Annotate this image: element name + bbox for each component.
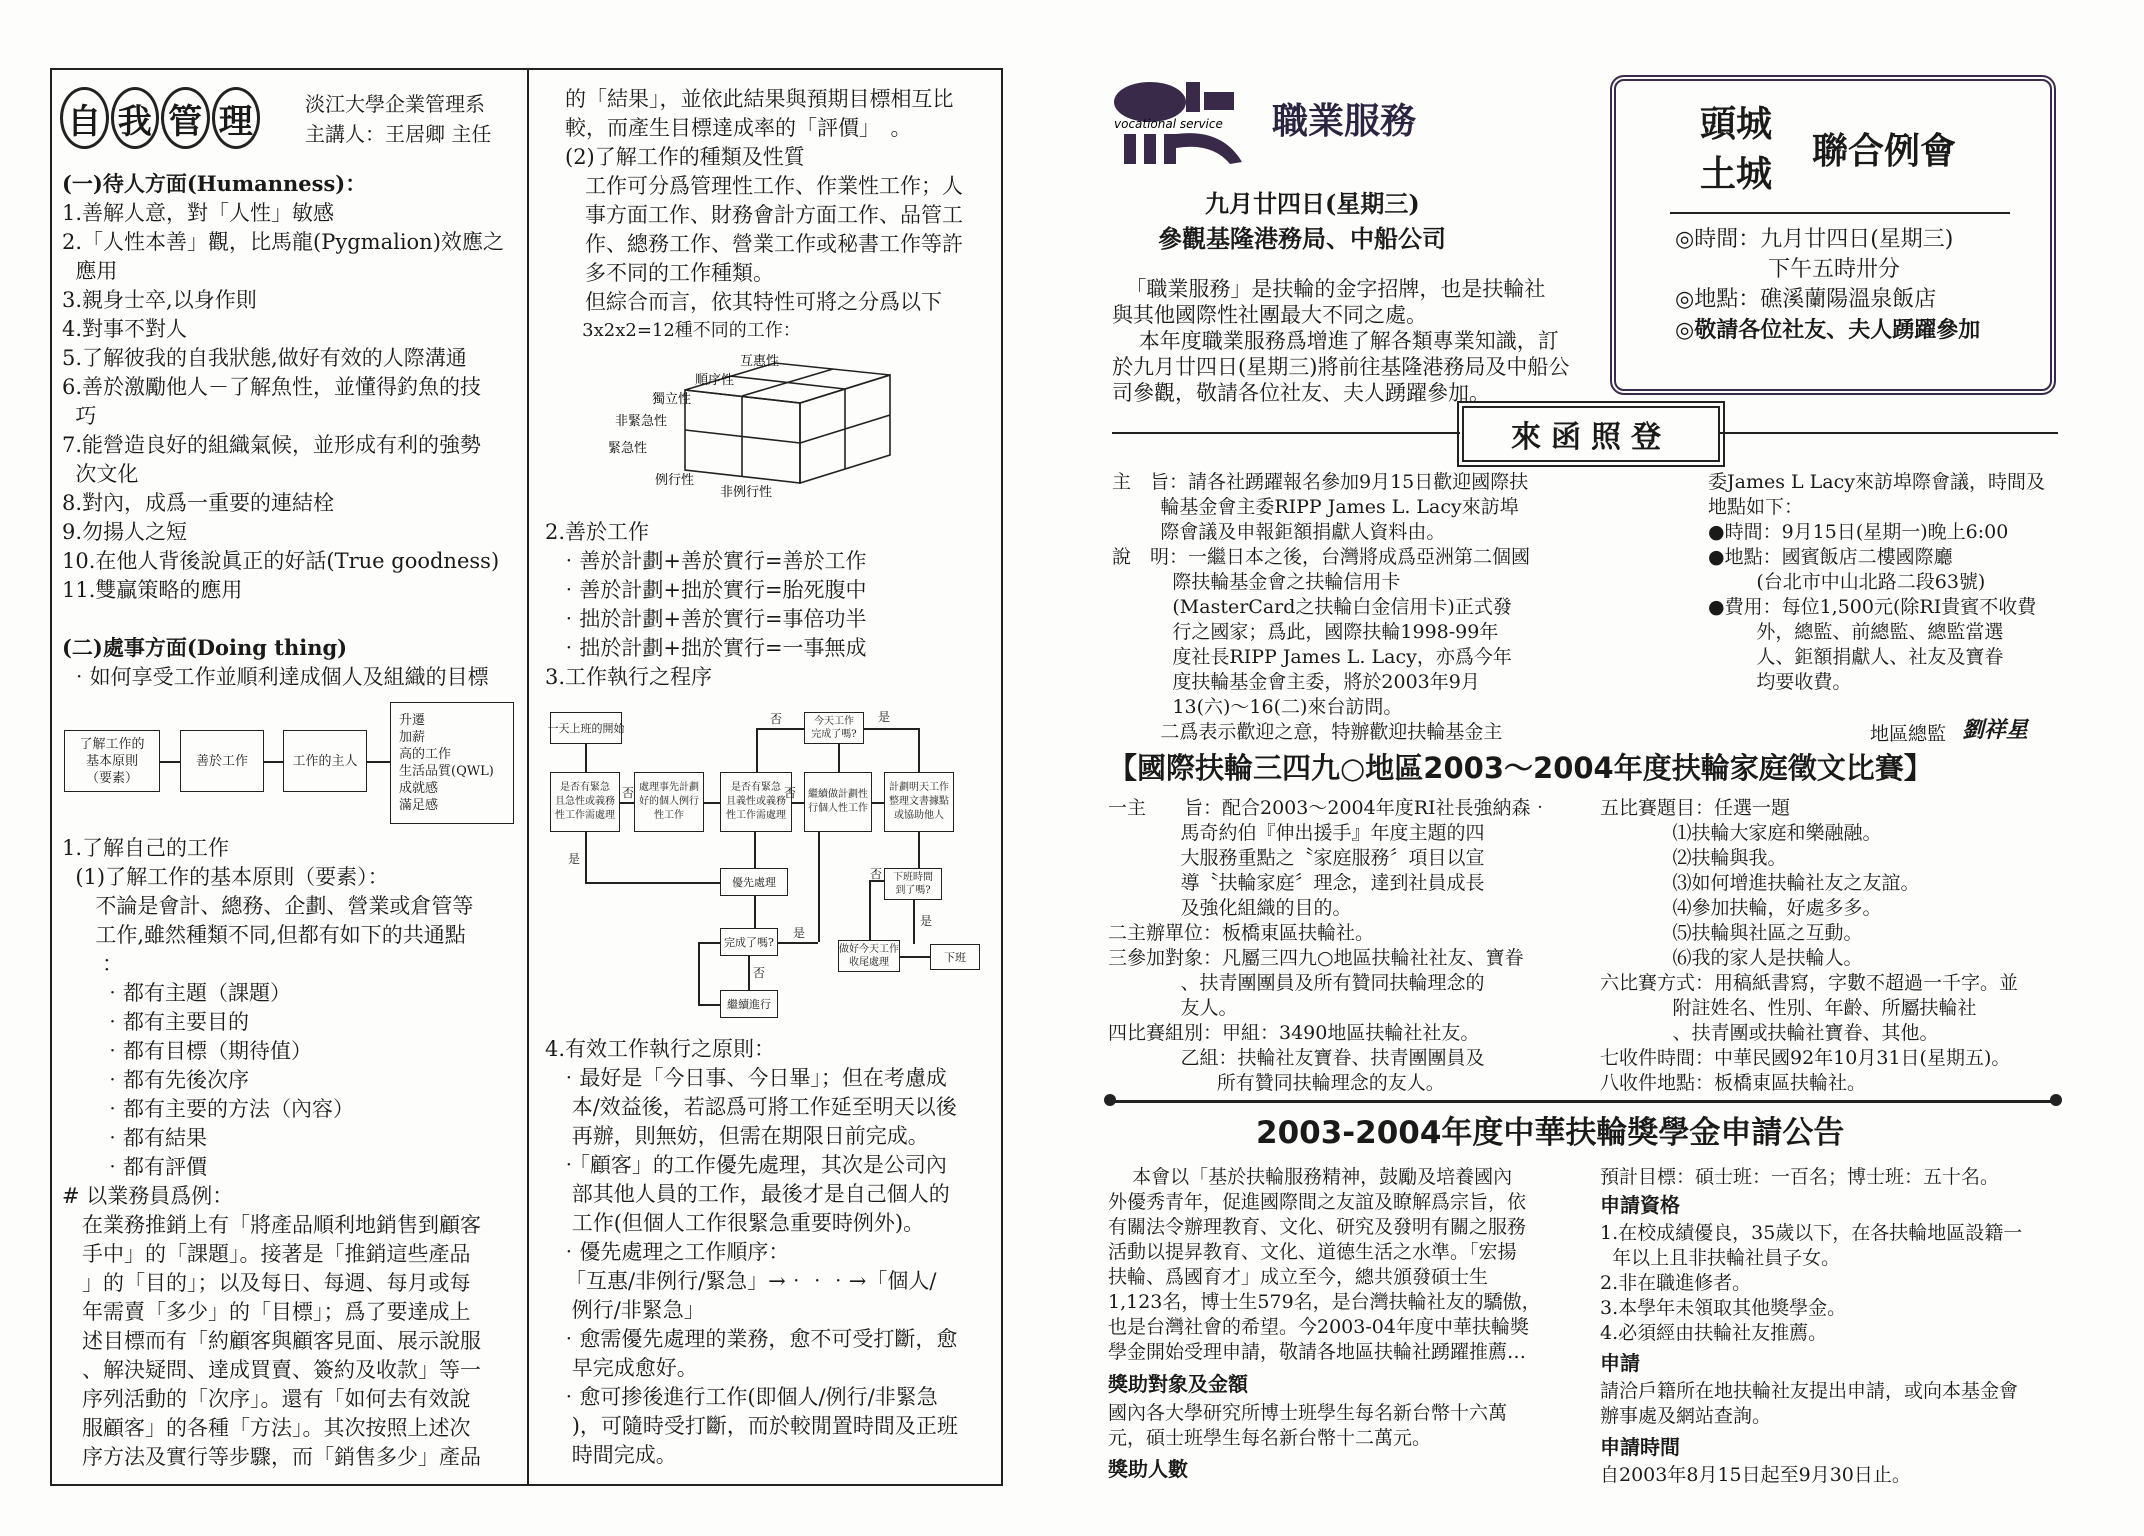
col1-line: # 以業務員爲例：: [62, 1184, 234, 1208]
contest-line: 三參加對象：凡屬三四九○地區扶輪社社友、寶眷: [1108, 947, 1524, 969]
scholar-line: 國內各大學研究所博士班學生每名新台幣十六萬: [1108, 1402, 1508, 1424]
proc-urgent-check-1: 是否有緊急 且急性或義務 性工作需處理: [550, 772, 620, 832]
joint-meeting-title: 聯合例會: [1812, 131, 1957, 172]
col1-line: 4.對事不對人: [62, 317, 188, 341]
col1-line: ：: [62, 952, 124, 976]
col1-line: ‧都有結果: [62, 1126, 208, 1150]
col1-line: ‧都有主要的方法（內容）: [62, 1097, 355, 1121]
col2-line: ‧拙於計劃+善於實行=事倍功半: [545, 607, 867, 631]
contest-line: ⑸扶輪與社區之互動。: [1600, 922, 1863, 944]
vocational-line: 與其他國際性社團最大不同之處。: [1112, 303, 1427, 327]
proc-label-no: 否: [870, 867, 883, 881]
joint-club-2: 土城: [1700, 154, 1773, 195]
col2-line: ‧拙於計劃+拙於實行=一事無成: [545, 636, 867, 660]
cube-label-sequential: 順序性: [695, 373, 735, 388]
proc-start: 一天上班的開始: [550, 712, 622, 744]
col1-line: ‧都有目標（期待值）: [62, 1039, 313, 1063]
col1-line: 次文化: [62, 462, 139, 486]
vocational-subtitle: 參觀基隆港務局、中船公司: [1158, 224, 1446, 253]
letter-line: 行之國家；爲此，國際扶輪1998-99年: [1112, 621, 1499, 643]
col1-line: 、解決疑問、達成買賣、簽約及收款」等一: [62, 1358, 482, 1382]
title-char-2: 我: [111, 87, 160, 149]
contest-title: 【國際扶輪三四九○地區2003～2004年度扶輪家庭徵文比賽】: [1108, 751, 1933, 785]
contest-line: 所有贊同扶輪理念的友人。: [1108, 1072, 1445, 1094]
col2-line: ‧最好是「今日事、今日畢」；但在考慮成: [545, 1066, 947, 1090]
letter-line: 度扶輪基金會主委，將於2003年9月: [1112, 671, 1480, 693]
vocational-date: 九月廿四日(星期三): [1205, 189, 1420, 218]
flow-box-work-owner: 工作的主人: [283, 730, 367, 792]
col2-line: 但綜合而言，依其特性可將之分爲以下: [565, 290, 943, 314]
cube-label-routine: 例行性: [655, 473, 695, 488]
contest-line: 、扶青團團員及所有贊同扶輪理念的: [1108, 972, 1485, 994]
scholar-line: 外優秀青年，促進國際間之友誼及瞭解爲宗旨，依: [1108, 1191, 1527, 1213]
proc-label-no: 否: [784, 786, 797, 800]
scholar-count-heading: 獎助人數: [1108, 1457, 1188, 1481]
col2-line: 本/效益後，若認爲可將工作延至明天以後: [545, 1095, 957, 1119]
flow-arrow: [160, 761, 180, 763]
col1-line: 5.了解彼我的自我狀態,做好有效的人際溝通: [62, 346, 467, 370]
self-management-title: [60, 87, 260, 147]
col2-line: 2.善於工作: [545, 520, 650, 544]
letter-line: 度社長RIPP James L. Lacy，亦爲今年: [1112, 646, 1512, 668]
scholar-line: 活動以提昇教育、文化、道德生活之水準。「宏揚: [1108, 1241, 1517, 1263]
col2-line: )，可隨時受打斷，而於較閒置時間及正班: [545, 1414, 958, 1438]
contest-line: 及強化組織的目的。: [1108, 897, 1352, 919]
vocational-title: 職業服務: [1272, 101, 1417, 142]
col2-line: (2)了解工作的種類及性質: [565, 145, 805, 169]
contest-line: 導〝扶輪家庭〞理念，達到社員成長: [1108, 872, 1485, 894]
contest-line: 馬奇約伯『伸出援手』年度主題的四: [1108, 822, 1485, 844]
vocational-line: 本年度職業服務爲增進了解各類專業知識，訂: [1112, 329, 1559, 353]
letter-line: 均要收費。: [1708, 671, 1852, 693]
contest-line: 五比賽題目：任選一題: [1600, 797, 1791, 819]
contest-line: ⑴扶輪大家庭和樂融融。: [1600, 822, 1882, 844]
work-type-cube-diagram: [590, 345, 920, 515]
letter-line: 際扶輪基金會之扶輪信用卡: [1112, 571, 1401, 593]
contest-line: ⑶如何增進扶輪社友之友誼。: [1600, 872, 1920, 894]
col1-line: 巧: [62, 404, 97, 428]
col1-line: ‧都有主題（課題）: [62, 981, 292, 1005]
col2-line: ‧愈可掺後進行工作(即個人/例行/非緊急: [545, 1385, 938, 1409]
process-flowchart: [548, 700, 998, 1025]
letter-line: 二爲表示歡迎之意，特辦歡迎扶輪基金主: [1112, 721, 1503, 743]
letter-line: ●時間：9月15日(星期一)晚上6:00: [1708, 521, 2009, 543]
cube-label-reciprocal: 互惠性: [740, 354, 780, 369]
scholar-line: 4.必須經由扶輪社友推薦。: [1600, 1322, 1828, 1344]
col2-line: 再辦，則無妨，但需在期限日前完成。: [545, 1124, 929, 1148]
contest-line: 八收件地點：板橋東區扶輪社。: [1600, 1072, 1867, 1094]
flow-box-good-work: 善於工作: [180, 730, 264, 792]
flow-arrow: [367, 761, 390, 763]
scholar-qual-heading: 申請資格: [1600, 1193, 1680, 1217]
col2-line: 時間完成。: [545, 1443, 677, 1467]
col1-line: 7.能營造良好的組織氣候，並形成有利的強勢: [62, 433, 482, 457]
speaker-name: 主講人：王居卿 主任: [305, 122, 492, 146]
column-divider: [527, 70, 529, 1484]
contest-line: 、扶青團或扶輪社寶眷、其他。: [1600, 1022, 1939, 1044]
joint-place: ◎地點：礁溪蘭陽溫泉飯店: [1675, 287, 1937, 312]
joint-time-2: 下午五時卅分: [1768, 257, 1901, 282]
col2-line: 部其他人員的工作，最後才是自己個人的: [545, 1182, 950, 1206]
cube-label-independent: 獨立性: [652, 392, 692, 407]
cube-label-nonurgent: 非緊急性: [615, 414, 668, 429]
col2-line: 較，而產生目標達成率的「評價」 。: [565, 116, 912, 140]
contest-line: 乙組：扶輪社友寶眷、扶青團團員及: [1108, 1047, 1485, 1069]
proc-done-check: 完成了嗎?: [720, 928, 778, 956]
proc-label-no: 否: [622, 786, 635, 800]
scholar-line: 1.在校成績優良，35歲以下，在各扶輪地區設籍一: [1600, 1222, 2023, 1244]
scholar-line: 也是台灣社會的希望。今2003-04年度中華扶輪獎: [1108, 1316, 1529, 1338]
proc-label-yes: 是: [878, 710, 891, 724]
letter-line: 人、鉅額捐獻人、社友及寶眷: [1708, 646, 2004, 668]
col1-line: 3.親身士卒,以身作則: [62, 288, 257, 312]
scholar-line: 2.非在職進修者。: [1600, 1272, 1752, 1294]
scholar-line: 有關法令辦理教育、文化、研究及發明有關之服務: [1108, 1216, 1527, 1238]
col1-line: 9.勿揚人之短: [62, 520, 188, 544]
letter-rule-left: [1112, 432, 1460, 434]
col1-line: 序方法及實行等步驟，而「銷售多少」產品: [62, 1445, 482, 1469]
col2-line: 4.有效工作執行之原則：: [545, 1037, 776, 1061]
joint-club-1: 頭城: [1700, 104, 1773, 145]
proc-plan-tomorrow: 計劃明天工作 整理文書據點 或協助他人: [884, 772, 954, 832]
flow-box-principles: 了解工作的 基本原則 （要素）: [64, 730, 160, 792]
proc-urgent-check-2: 是否有緊急 且義性或義務 性工作需處理: [720, 772, 792, 832]
col1-line: ‧都有主要目的: [62, 1010, 250, 1034]
contest-line: 七收件時間：中華民國92年10月31日(星期五)。: [1600, 1047, 2011, 1069]
col2-line: 「互惠/非例行/緊急」→‧‧‧→「個人/: [545, 1269, 937, 1293]
proc-label-yes: 是: [920, 914, 933, 928]
col1-line: 工作,雖然種類不同,但都有如下的共通點: [62, 923, 466, 947]
vocational-line: 於九月廿四日(星期三)將前往基隆港務局及中船公: [1112, 355, 1570, 379]
proc-continue: 繼續進行: [720, 990, 778, 1018]
col1-line: 6.善於激勵他人－了解魚性，並懂得釣魚的技: [62, 375, 482, 399]
col2-line: 例行/非緊急」: [545, 1298, 705, 1322]
col2-line: 3x2x2=12種不同的工作：: [565, 320, 801, 341]
col2-line: ‧優先處理之工作順序：: [545, 1240, 790, 1264]
scholar-line: 年以上且非扶輪社員子女。: [1600, 1247, 1841, 1269]
scholar-line: 學金開始受理申請，敬請各地區扶輪社踴躍推薦…: [1108, 1341, 1527, 1363]
vocational-service-logo: [1112, 72, 1262, 172]
letter-line: 委James L Lacy來訪埠際會議，時間及: [1708, 471, 2045, 493]
contest-line: 附註姓名、性別、年齡、所屬扶輪社: [1600, 997, 1977, 1019]
joint-invite: ◎敬請各位社友、夫人踴躍參加: [1675, 317, 1981, 343]
proc-label-no: 否: [753, 966, 766, 980]
proc-done-today: 今天工作 完成了嗎?: [804, 712, 864, 744]
col2-line: 早完成愈好。: [545, 1356, 698, 1380]
letter-line: ●地點：國賓飯店二樓國際廳: [1708, 546, 1953, 568]
col2-line: 多不同的工作種類。: [565, 261, 775, 285]
col1-line: ‧都有評價: [62, 1155, 208, 1179]
letter-title: 來函照登: [1511, 420, 1671, 455]
col2-line: 的「結果」，並依此結果與預期目標相互比: [565, 87, 954, 111]
title-char-3: 管: [161, 87, 210, 149]
col2-line: ‧愈需優先處理的業務，愈不可受打斷，愈: [545, 1327, 958, 1351]
cube-label-urgent: 緊急性: [608, 441, 648, 456]
joint-time: ◎時間：九月廿四日(星期三): [1675, 227, 1954, 252]
proc-priority: 優先處理: [720, 868, 788, 896]
col1-line: (一)待人方面(Humanness)：: [62, 171, 367, 196]
col1-line: 述目標而有「約顧客與顧客見面、展示說服: [62, 1329, 482, 1353]
proc-routine-work: 處理事先計劃 好的個人例行 性工作: [634, 772, 704, 832]
letter-line: 際會議及申報鉅額捐獻人資料由。: [1112, 521, 1446, 543]
letter-title-box: [1462, 406, 1720, 462]
col1-line: 服顧客」的各種「方法」。其次按照上述次: [62, 1416, 471, 1440]
scholar-title: 2003-2004年度中華扶輪獎學金申請公告: [1256, 1115, 1845, 1151]
scholar-line: 請洽戶籍所在地扶輪社友提出申請，或向本基金會: [1600, 1380, 2019, 1402]
col1-line: ‧如何享受工作並順利達成個人及組織的目標: [62, 665, 489, 689]
col1-line: (1)了解工作的基本原則（要素）：: [62, 865, 389, 889]
rule-dot-left: [1104, 1094, 1116, 1106]
scholar-line: 辦事處及網站查詢。: [1600, 1405, 1772, 1427]
proc-off-time-check: 下班時間 到了嗎?: [884, 868, 942, 900]
scholar-line: 1,123名，博士生579名，是台灣扶輪社友的驕傲，: [1108, 1291, 1541, 1313]
contest-line: ⑵扶輪與我。: [1600, 847, 1787, 869]
col1-line: 應用: [62, 259, 118, 283]
proc-label-no: 否: [770, 712, 783, 726]
letter-line: 外，總監、前總監、總監當選: [1708, 621, 2004, 643]
letter-rule-right: [1718, 432, 2058, 434]
scholar-time: 自2003年8月15日起至9月30日止。: [1600, 1464, 1911, 1486]
col1-line: 2.「人性本善」觀，比馬龍(Pygmalion)效應之: [62, 230, 504, 254]
col1-line: (二)處事方面(Doing thing): [62, 635, 348, 660]
col1-line: 1.了解自己的工作: [62, 836, 230, 860]
scholar-time-heading: 申請時間: [1600, 1435, 1680, 1459]
vocational-line: 司參觀，敬請各位社友、夫人踴躍參加。: [1112, 381, 1490, 405]
contest-line: 六比賽方式：用稿紙書寫，字數不超過一千字。並: [1600, 972, 2019, 994]
flow-box-outcomes: 升遷 加薪 高的工作 生活品質(QWL) 成就感 滿足感: [390, 702, 514, 824]
col1-line: 1.善解人意，對「人性」敏感: [62, 201, 335, 225]
letter-sign-label: 地區總監: [1870, 723, 1947, 745]
rule-dot-right: [2050, 1094, 2062, 1106]
letter-line: (台北市中山北路二段63號): [1708, 571, 1986, 593]
flow-arrow: [264, 761, 283, 763]
col1-line: 」的「目的」；以及每日、每週、每月或每: [62, 1271, 471, 1295]
joint-divider: [1670, 212, 2010, 214]
col2-line: ‧「顧客」的工作優先處理，其次是公司內: [545, 1153, 947, 1177]
col2-line: 工作可分爲管理性工作、作業性工作；人: [565, 174, 964, 198]
scholar-line: 本會以「基於扶輪服務精神，鼓勵及培養國內: [1108, 1166, 1513, 1188]
contest-line: 四比賽組別：甲組：3490地區扶輪社社友。: [1108, 1022, 1480, 1044]
letter-line: 主 旨：請各社踴躍報名參加9月15日歡迎國際扶: [1112, 471, 1529, 493]
col2-line: 事方面工作、財務會計方面工作、品管工: [565, 203, 964, 227]
logo-caption: vocational service: [1114, 117, 1223, 131]
letter-sign-name: 劉祥星: [1962, 717, 2029, 743]
contest-line: ⑷參加扶輪，好處多多。: [1600, 897, 1882, 919]
scholar-apply-heading: 申請: [1600, 1351, 1640, 1375]
proc-off-work: 下班: [930, 944, 980, 970]
title-char-4: 理: [212, 87, 261, 149]
scholar-target: 預計目標：碩士班：一百名；博士班：五十名。: [1600, 1166, 2000, 1188]
col1-line: 11.雙贏策略的應用: [62, 578, 243, 602]
scholar-rule: [1110, 1100, 2054, 1103]
col2-line: 作、總務工作、營業工作或秘書工作等許: [565, 232, 964, 256]
scholar-award-heading: 獎助對象及金額: [1108, 1372, 1248, 1396]
proc-label-yes: 是: [568, 852, 581, 866]
col1-line: 序列活動的「次序」。還有「如何去有效說: [62, 1387, 471, 1411]
title-char-1: 自: [60, 87, 109, 149]
col1-line: 10.在他人背後說眞正的好話(True goodness): [62, 549, 500, 573]
proc-label-yes: 是: [793, 926, 806, 940]
col1-line: 手中」的「課題」。接著是「推銷這些產品: [62, 1242, 471, 1266]
proc-wrap-up: 做好今天工作 收尾處理: [838, 940, 900, 972]
col1-line: 不論是會計、總務、企劃、營業或倉管等: [62, 894, 474, 918]
letter-line: ●費用：每位1,500元(除RI貴賓不收費: [1708, 596, 2037, 618]
col2-line: ‧善於計劃+善於實行=善於工作: [545, 549, 867, 573]
col2-line: 3.工作執行之程序: [545, 665, 713, 689]
scholar-line: 3.本學年未領取其他獎學金。: [1600, 1297, 1847, 1319]
scholar-line: 元，碩士班學生每名新台幣十二萬元。: [1108, 1427, 1432, 1449]
contest-line: ⑹我的家人是扶輪人。: [1600, 947, 1863, 969]
col1-line: ‧都有先後次序: [62, 1068, 250, 1092]
scholar-line: 扶輪、爲國育才」成立至今，總共頒發碩士生: [1108, 1266, 1489, 1288]
contest-line: 大服務重點之〝家庭服務〞項目以宣: [1108, 847, 1485, 869]
col1-line: 在業務推銷上有「將產品順利地銷售到顧客: [62, 1213, 482, 1237]
contest-line: 友人。: [1108, 997, 1238, 1019]
contest-line: 二主辦單位：板橋東區扶輪社。: [1108, 922, 1375, 944]
col1-line: 8.對內，成爲一重要的連結栓: [62, 491, 335, 515]
vocational-line: 「職業服務」是扶輪的金字招牌，也是扶輪社: [1112, 277, 1546, 301]
letter-line: 13(六)～16(二)來台訪問。: [1112, 696, 1403, 718]
cube-label-nonroutine: 非例行性: [720, 485, 773, 500]
letter-line: (MasterCard之扶輪白金信用卡)正式發: [1112, 596, 1512, 618]
col2-line: ‧善於計劃+拙於實行=胎死腹中: [545, 578, 867, 602]
proc-planned-work: 繼續做計劃性 行個人性工作: [804, 772, 872, 832]
org-name: 淡江大學企業管理系: [305, 92, 485, 116]
col2-line: 工作(但個人工作很緊急重要時例外)。: [545, 1211, 925, 1235]
contest-line: 一主 旨：配合2003～2004年度RI社長強納森‧: [1108, 797, 1550, 819]
letter-line: 地點如下：: [1708, 496, 1804, 518]
letter-line: 說 明：一繼日本之後，台灣將成爲亞洲第二個國: [1112, 546, 1531, 568]
col1-line: 年需賣「多少」的「目標」；爲了要達成上: [62, 1300, 471, 1324]
letter-line: 輪基金會主委RIPP James L. Lacy來訪埠: [1112, 496, 1519, 518]
